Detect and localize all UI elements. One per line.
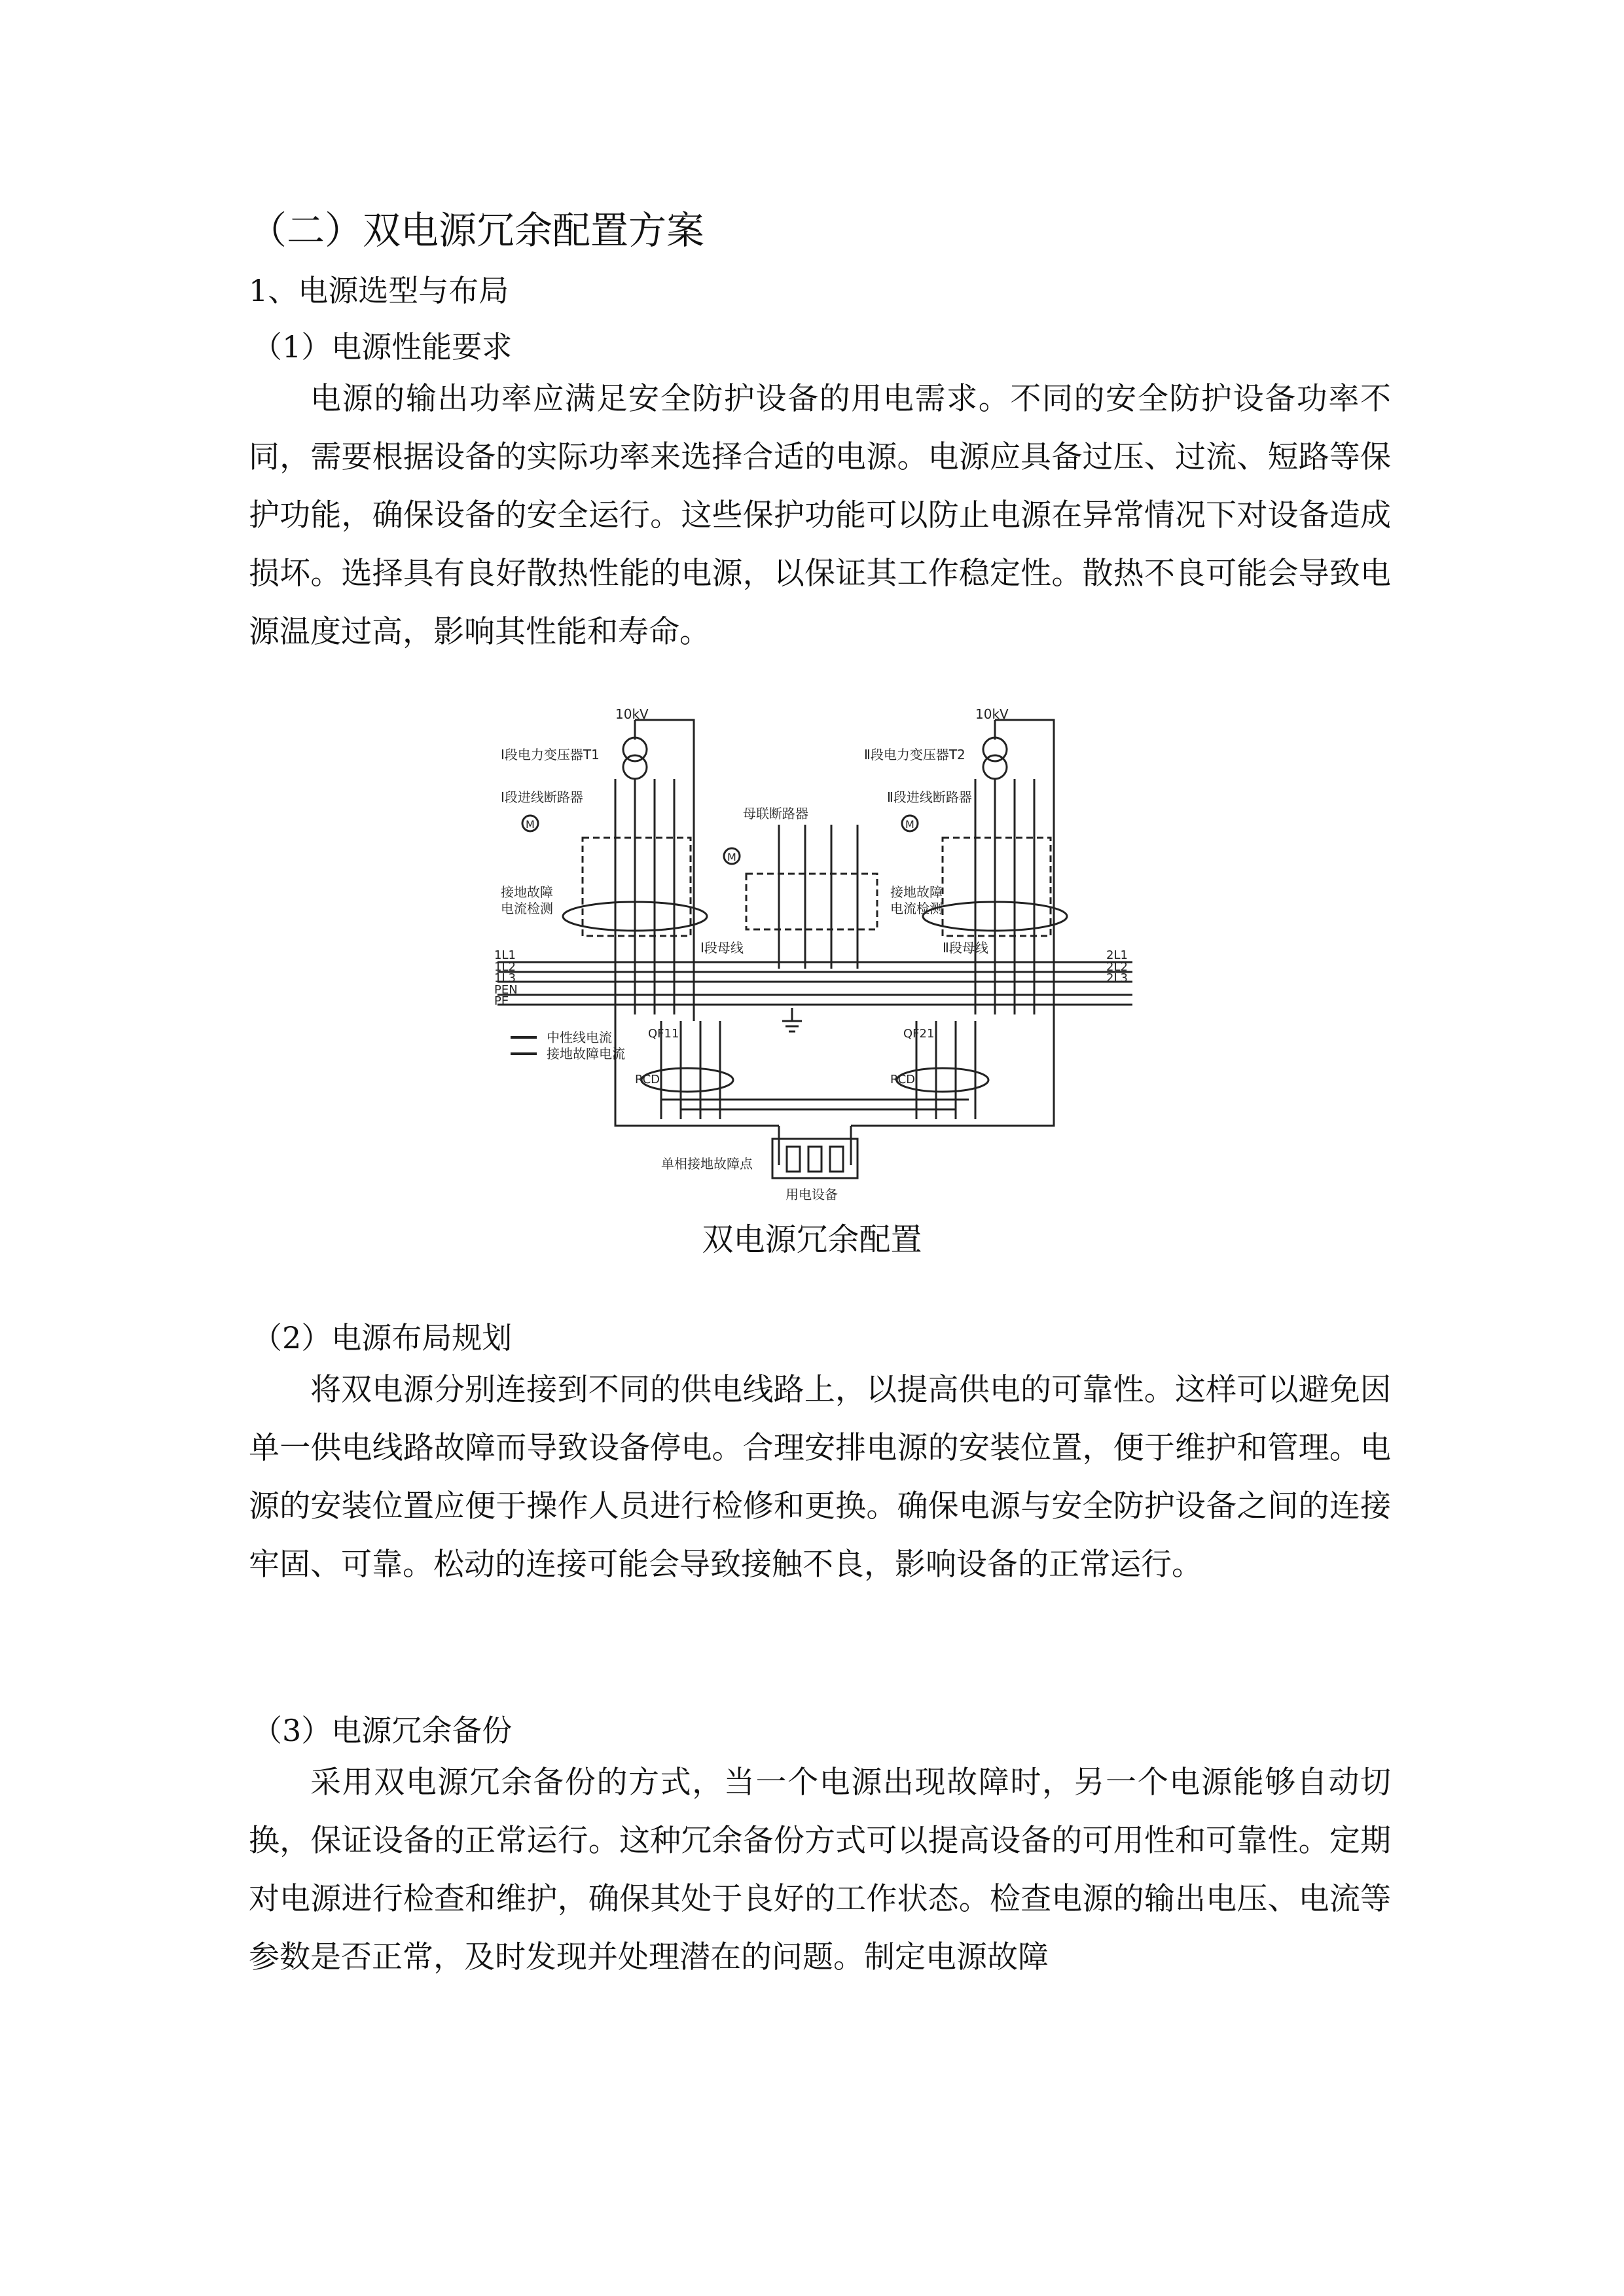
- load-drops: [779, 1126, 851, 1165]
- transformer-t2-secondary: [983, 755, 1007, 779]
- ground-fault-detect-label-left-a: 接地故障: [501, 884, 553, 900]
- legend-ground-fault-label: 接地故障电流: [547, 1046, 625, 1062]
- transformer-t2-label: Ⅱ段电力变压器T2: [864, 747, 965, 762]
- feeder-return-left: [635, 720, 694, 1021]
- bus-label-1: Ⅰ段母线: [700, 940, 744, 956]
- tie-breaker-label: 母联断路器: [743, 806, 808, 821]
- transformer-t1-label: Ⅰ段电力变压器T1: [501, 747, 600, 762]
- load-socket-2: [808, 1147, 821, 1172]
- legend-lines: [511, 1037, 537, 1054]
- transformer-t1-secondary: [623, 755, 647, 779]
- bus-label-2l3: 2L3: [1106, 971, 1128, 985]
- item-title-1: （1）电源性能要求: [252, 329, 513, 365]
- bus-label-1l1: 1L1: [494, 948, 516, 962]
- incoming-breaker-2-label: Ⅱ段进线断路器: [887, 789, 972, 805]
- feeder-lines-right: [975, 779, 1034, 1014]
- paragraph-2: 将双电源分别连接到不同的供电线路上，以提高供电的可靠性。这样可以避免因单一供电线路故障而导致设备停电。合理安排电源的安装位置，便于维护和管理。电源的安装位置应便于操作人员进行检修和更换。确保电源与安全防护设备之间的连接牢固、可靠。松动的连接可能会导致接触不良，影响设备的正常运行。: [249, 1372, 1391, 1583]
- feeder-lines-left: [615, 779, 674, 1014]
- subsection-heading: 1、电源选型与布局: [249, 273, 509, 308]
- figure-caption: 双电源冗余配置: [702, 1221, 922, 1258]
- ground-fault-detect-label-right-a: 接地故障: [890, 884, 943, 900]
- legend-neutral-label: 中性线电流: [547, 1030, 612, 1045]
- dual-power-diagram: [484, 707, 1146, 1207]
- bus-label-pen: PEN: [494, 983, 518, 997]
- rcd1-label: RCD: [635, 1073, 660, 1086]
- ground-fault-detect-label-left-b: 电流检测: [501, 901, 553, 916]
- bus-label-pe: PE: [494, 994, 509, 1008]
- incoming-breaker-1-label: Ⅰ段进线断路器: [501, 789, 583, 805]
- ground-symbol: [782, 1008, 802, 1031]
- bus-label-2l1: 2L1: [1106, 948, 1128, 962]
- tie-lines: [779, 825, 857, 969]
- voltage-label-right: 10kV: [975, 707, 1009, 722]
- ground-fault-detect-label-right-b: 电流检测: [890, 901, 943, 916]
- bus-label-2: Ⅱ段母线: [943, 940, 988, 956]
- fault-point-label: 单相接地故障点: [661, 1156, 753, 1172]
- bus-label-1l3: 1L3: [494, 971, 516, 985]
- load-equipment-label: 用电设备: [785, 1187, 838, 1202]
- motor-label-right: M: [905, 818, 914, 831]
- paragraph-1: 电源的输出功率应满足安全防护设备的用电需求。不同的安全防护设备功率不同，需要根据设备的实际功率来选择合适的电源。电源应具备过压、过流、短路等保护功能，确保设备的安全运行。这些保护功能可以防止电源在异常情况下对设备造成损坏。选择具有良好散热性能的电源，以保证其工作稳定性。散热不良可能会导致电源温度过高，影响其性能和寿命。: [249, 381, 1391, 650]
- bus-label-1l2: 1L2: [494, 960, 516, 974]
- paragraph-3: 采用双电源冗余备份的方式，当一个电源出现故障时，另一个电源能够自动切换，保证设备的正常运行。这种冗余备份方式可以提高设备的可用性和可靠性。定期对电源进行检查和维护，确保其处于良好的工作状态。检查电源的输出电压、电流等参数是否正常，及时发现并处理潜在的问题。制定电源故障: [249, 1765, 1391, 1975]
- load-socket-1: [787, 1147, 800, 1172]
- motor-label-tie: M: [727, 851, 736, 863]
- voltage-label-left: 10kV: [615, 707, 649, 722]
- motor-label-left: M: [526, 818, 535, 831]
- qf11-label: QF11: [648, 1027, 679, 1041]
- busbars: [497, 962, 1132, 1005]
- load-socket-3: [830, 1147, 843, 1172]
- rcd2-label: RCD: [890, 1073, 916, 1086]
- qf21-label: QF21: [903, 1027, 935, 1041]
- bus-label-2l2: 2L2: [1106, 960, 1128, 974]
- feeder-return-right: [995, 720, 1054, 1021]
- item-title-3: （3）电源冗余备份: [252, 1713, 513, 1748]
- section-heading: （二）双电源冗余配置方案: [249, 208, 705, 253]
- item-title-2: （2）电源布局规划: [252, 1320, 513, 1355]
